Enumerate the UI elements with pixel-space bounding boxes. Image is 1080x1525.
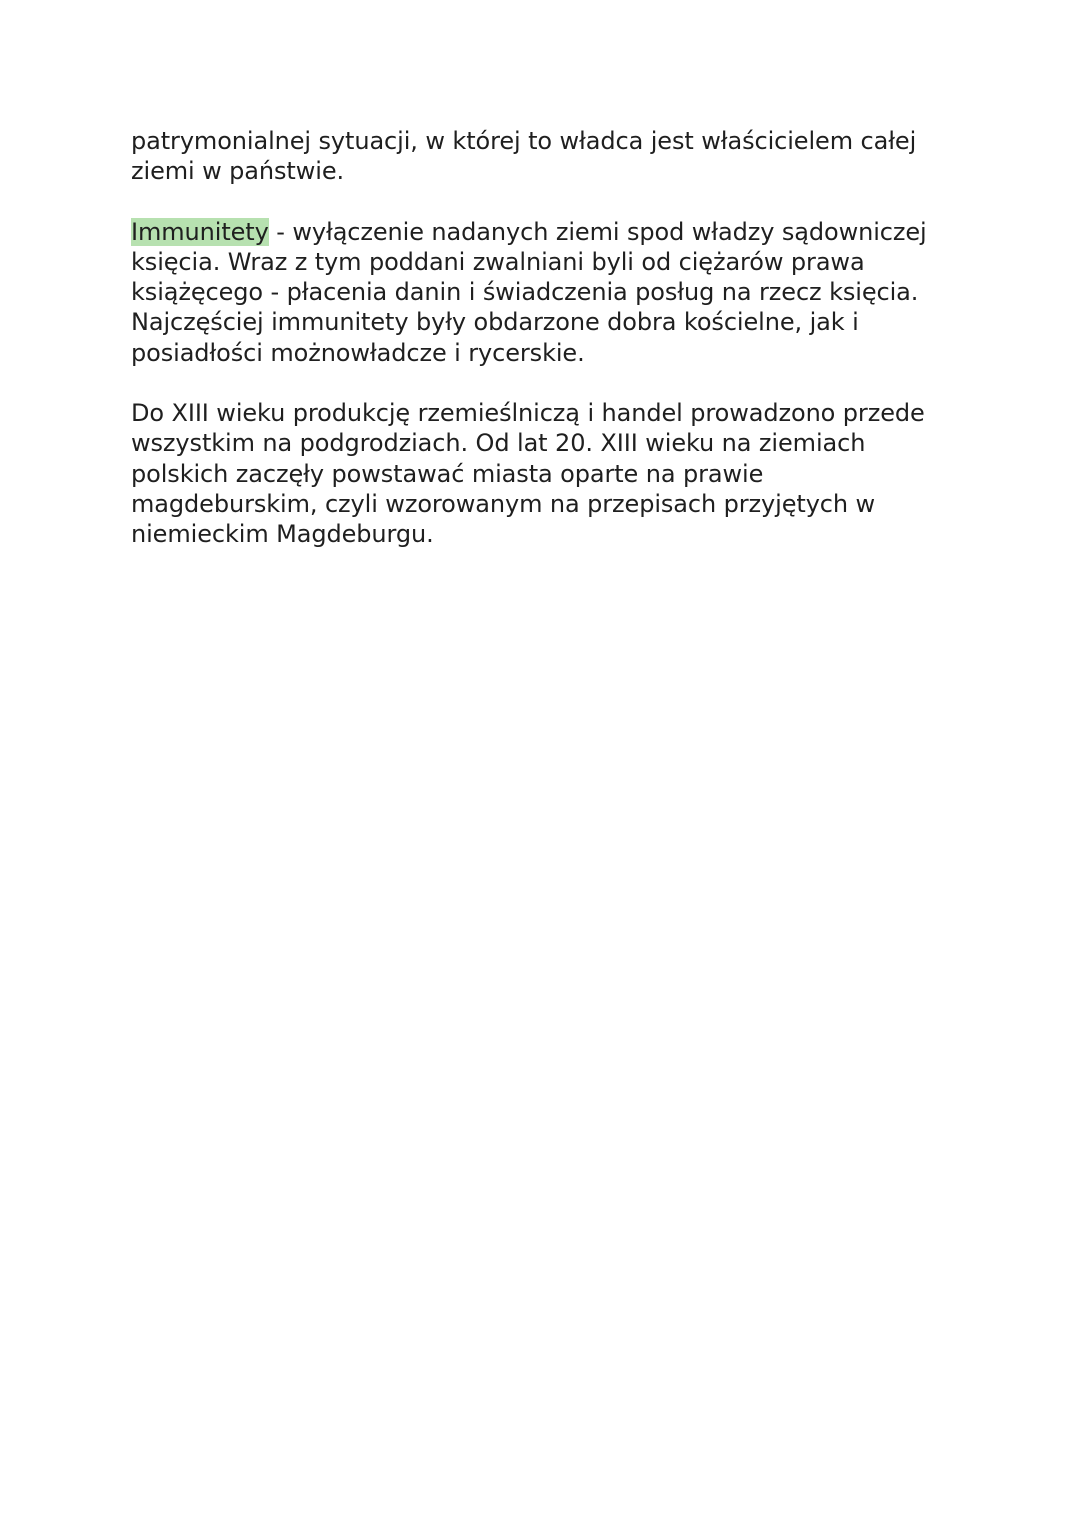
text-line: polskich zaczęły powstawać miasta oparte na prawie bbox=[131, 459, 764, 488]
text-line: wszystkim na podgrodziach. Od lat 20. XIII wieku na ziemiach bbox=[131, 429, 866, 458]
text-line: Do XIII wieku produkcję rzemieślniczą i handel prowadzono przede bbox=[131, 399, 925, 428]
paragraph-miasta bbox=[131, 398, 961, 549]
definition-text: - wyłączenie nadanych ziemi spod władzy sądowniczej bbox=[268, 217, 927, 246]
text-line: niemieckim Magdeburgu. bbox=[131, 520, 434, 549]
text-line: ziemi w państwie. bbox=[131, 157, 345, 186]
paragraph-patrymonialnej bbox=[131, 126, 961, 187]
text-line: patrymonialnej sytuacji, w której to władca jest właścicielem całej bbox=[131, 127, 917, 155]
text-line: księcia. Wraz z tym poddani zwalniani byli od ciężarów prawa bbox=[131, 247, 865, 276]
text-line: posiadłości możnowładcze i rycerskie. bbox=[131, 338, 585, 367]
text-line bbox=[131, 217, 961, 247]
highlighted-term: Immunitety bbox=[131, 217, 269, 246]
text-line: magdeburskim, czyli wzorowanym na przepisach przyjętych w bbox=[131, 489, 876, 518]
paragraph-immunitety bbox=[131, 217, 961, 368]
text-line: Najczęściej immunitety były obdarzone dobra kościelne, jak i bbox=[131, 308, 859, 337]
document-body bbox=[131, 126, 961, 580]
text-line: książęcego - płacenia danin i świadczenia posług na rzecz księcia. bbox=[131, 278, 919, 307]
